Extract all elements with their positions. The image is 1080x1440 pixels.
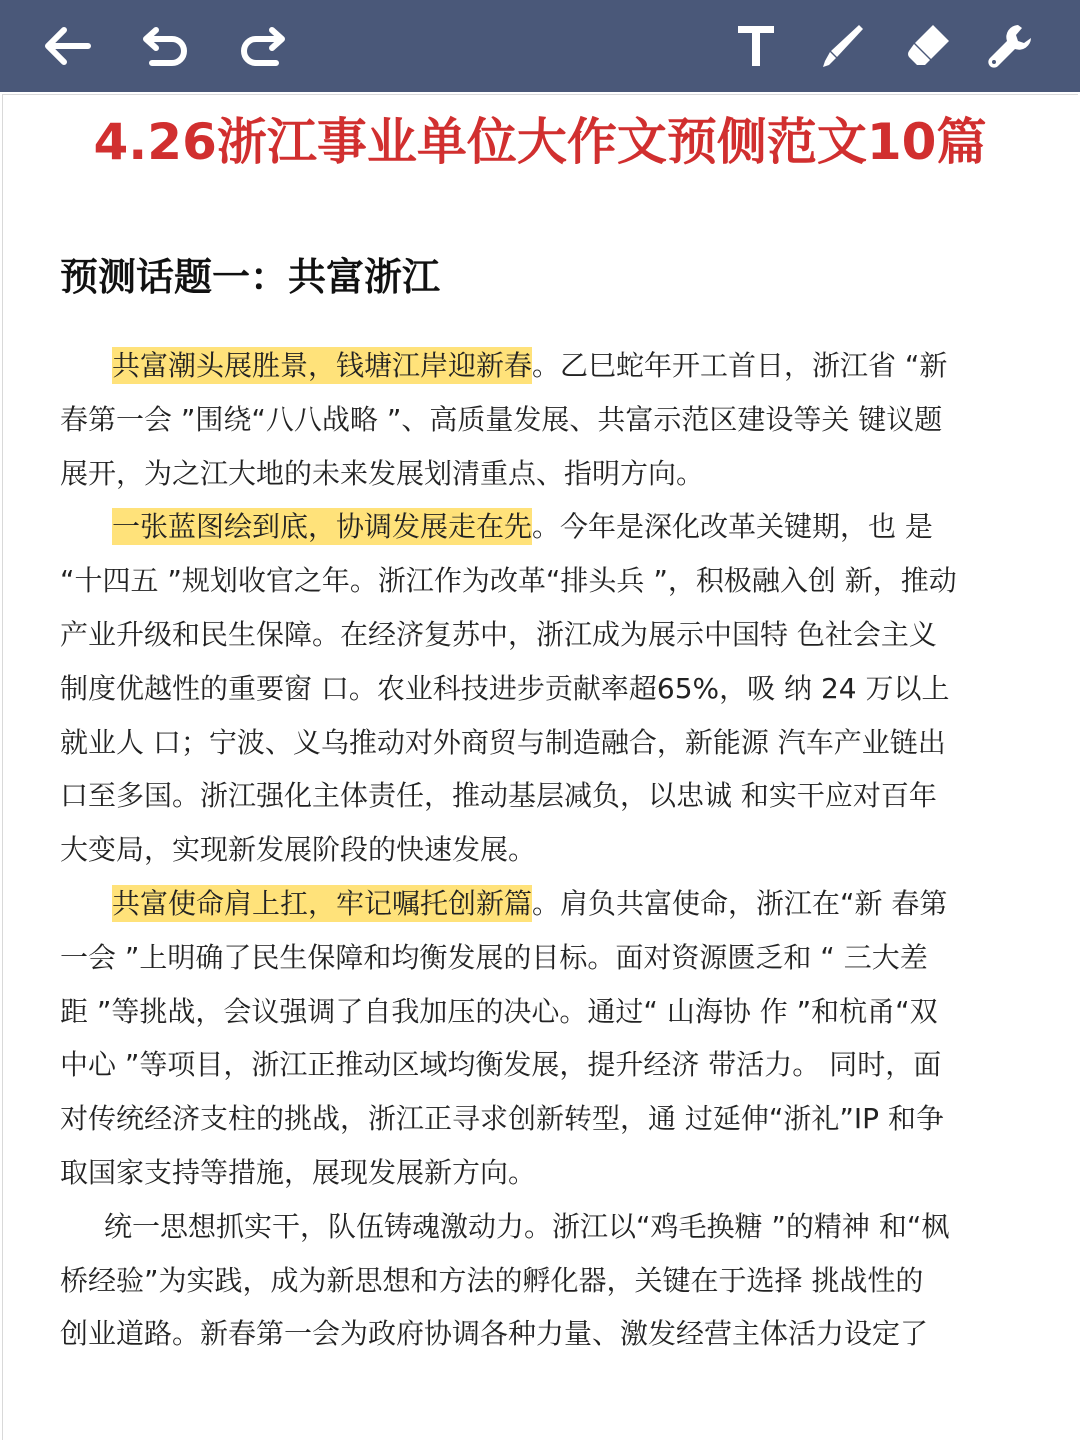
section-heading: 预测话题一：共富浙江 [60, 255, 441, 299]
paragraph-2-line-1: 一张蓝图绘到底，协调发展走在先。今年是深化改革关键期，也 是 [112, 510, 933, 544]
text-tool-icon[interactable] [726, 16, 786, 76]
highlighted-phrase: 共富潮头展胜景，钱塘江岸迎新春 [112, 349, 533, 382]
paragraph-3-line-3: 距 ”等挑战，会议强调了自我加压的决心。通过“ 山海协 作 ”和杭甬“双 [60, 994, 938, 1028]
highlighted-phrase: 一张蓝图绘到底，协调发展走在先 [112, 510, 533, 544]
paragraph-3-line-1: 共富使命肩上扛，牢记嘱托创新篇。肩负共富使命，浙江在“新 春第 [112, 886, 948, 920]
paragraph-1-line-1: 共富潮头展胜景，钱塘江岸迎新春。乙巳蛇年开工首日，浙江省 “新 [112, 349, 948, 382]
document-body [60, 339, 1010, 1361]
highlighted-phrase: 共富使命肩上扛，牢记嘱托创新篇 [112, 886, 533, 920]
redo-icon[interactable] [232, 16, 292, 76]
paragraph-2-line-4: 制度优越性的重要窗 口。农业科技进步贡献率超65%，吸 纳 24 万以上 [60, 671, 950, 705]
paragraph-3-line-5: 对传统经济支柱的挑战，浙江正寻求创新转型，通 过延伸“浙礼”IP 和争 [60, 1102, 944, 1136]
paragraph-2-line-2: “十四五 ”规划收官之年。浙江作为改革“排头兵 ”，积极融入创 新，推动 [60, 564, 957, 598]
paragraph-2-line-5: 就业人 口；宁波、义乌推动对外商贸与制造融合，新能源 汽车产业链出 [60, 725, 946, 759]
top-toolbar [0, 0, 1080, 92]
eraser-icon[interactable] [898, 16, 958, 76]
paragraph-1-line-3: 展开，为之江大地的未来发展划清重点、指明方向。 [60, 456, 705, 490]
paragraph-4-line-1: 统一思想抓实干，队伍铸魂激动力。浙江以“鸡毛换糖 ”的精神 和“枫 [104, 1209, 950, 1243]
paragraph-2-line-3: 产业升级和民生保障。在经济复苏中，浙江成为展示中国特 色社会主义 [60, 617, 937, 651]
paragraph-3-line-6: 取国家支持等措施，展现发展新方向。 [60, 1155, 537, 1189]
back-arrow-icon[interactable] [36, 16, 96, 76]
document-title: 4.26浙江事业单位大作文预侧范文10篇 [93, 113, 987, 171]
paragraph-1-line-2: 春第一会 ”围绕“八八战略 ”、高质量发展、共富示范区建设等关 键议题 [60, 402, 943, 436]
wrench-icon[interactable] [980, 16, 1040, 76]
paragraph-3-line-4: 中心 ”等项目，浙江正推动区域均衡发展，提升经济 带活力。 同时，面 [60, 1048, 942, 1082]
paragraph-4-line-2: 桥经验”为实践，成为新思想和方法的孵化器，关键在于选择 挑战性的 [60, 1263, 924, 1297]
pen-tool-icon[interactable] [812, 16, 872, 76]
paragraph-2-line-7: 大变局，实现新发展阶段的快速发展。 [60, 833, 537, 867]
paragraph-2-line-6: 口至多国。浙江强化主体责任，推动基层减负，以忠诚 和实干应对百年 [60, 779, 937, 813]
paragraph-3-line-2: 一会 ”上明确了民生保障和均衡发展的目标。面对资源匮乏和 “ 三大差 [60, 940, 928, 974]
undo-icon[interactable] [136, 16, 196, 76]
paragraph-4-line-3: 创业道路。新春第一会为政府协调各种力量、激发经营主体活力设定了 [60, 1317, 929, 1351]
